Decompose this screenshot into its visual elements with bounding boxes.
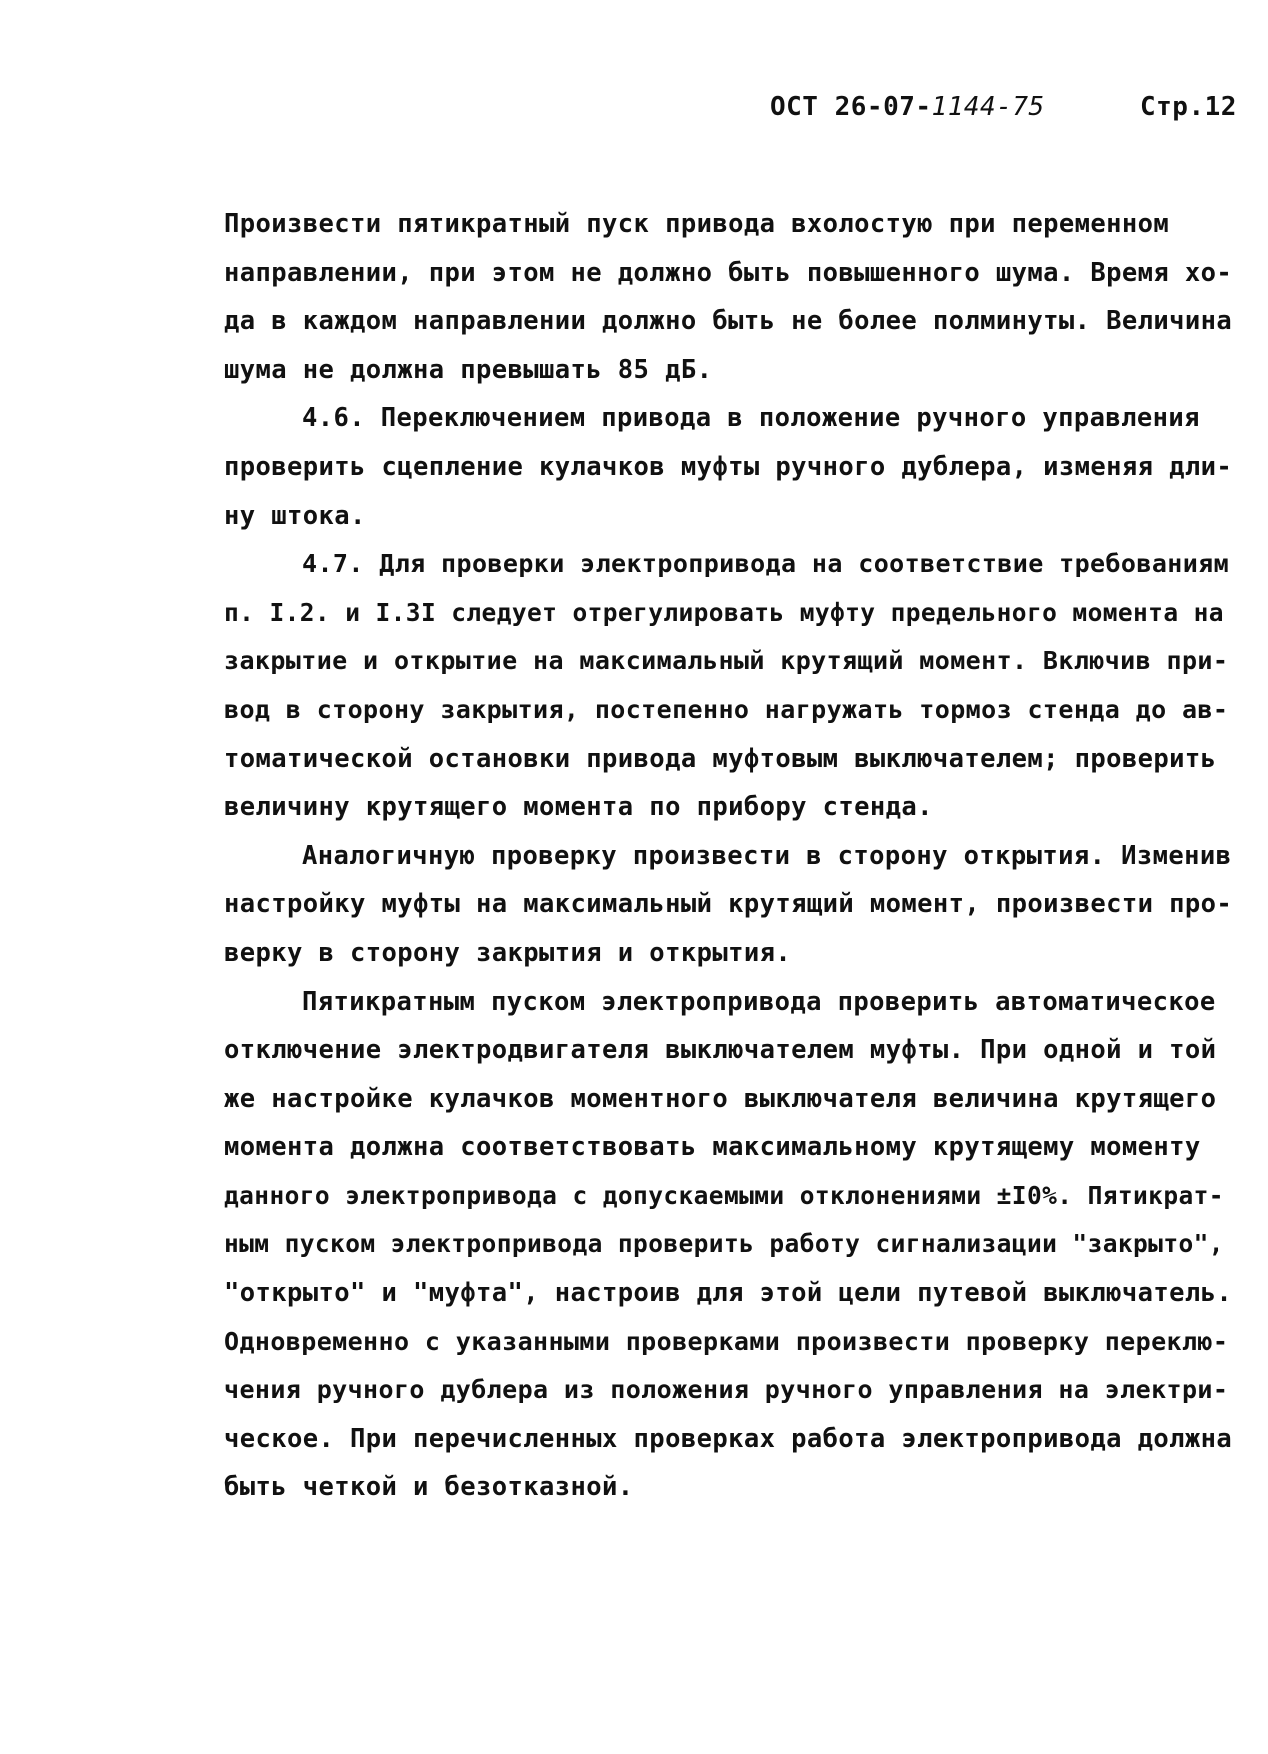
text-line: отключение электродвигателя выключателем муфты. При одной и той	[224, 1035, 1217, 1066]
text-line: направлении, при этом не должно быть повышенного шума. Время хо-	[224, 257, 1233, 288]
text-line: ным пуском электропривода проверить работу сигнализации "закрыто",	[224, 1229, 1224, 1259]
text-line: Произвести пятикратный пуск привода вхолостую при переменном	[224, 209, 1170, 239]
text-line: п. I.2. и I.3I следует отрегулировать муфту предельного момента на	[224, 597, 1224, 627]
text-line: же настройке кулачков моментного выключателя величина крутящего	[224, 1083, 1217, 1114]
text-line: момента должна соответствовать максимальному крутящему моменту	[224, 1132, 1201, 1163]
page-number: Стр.12	[1140, 92, 1237, 122]
text-line: данного электропривода с допускаемыми отклонениями ±I0%. Пятикрат-	[224, 1180, 1224, 1210]
text-line: 4.6. Переключением привода в положение ручного управления	[302, 403, 1200, 434]
doc-number: 1144-75	[931, 92, 1045, 122]
text-line: "открыто" и "муфта", настроив для этой цели путевой выключатель.	[224, 1278, 1233, 1309]
text-line: Пятикратным пуском электропривода проверить автоматическое	[302, 986, 1216, 1017]
text-line: да в каждом направлении должно быть не более полминуты. Величина	[224, 306, 1233, 337]
document-body	[224, 200, 1234, 1512]
text-line: вод в сторону закрытия, постепенно нагружать тормоз стенда до ав-	[224, 694, 1229, 724]
text-line: шума не должна превышать 85 дБ.	[224, 354, 713, 385]
text-line: настройку муфты на максимальный крутящий момент, произвести про-	[224, 889, 1233, 920]
text-line: закрытие и открытие на максимальный крутящий момент. Включив при-	[224, 646, 1229, 676]
text-line: величину крутящего момента по прибору стенда.	[224, 792, 933, 823]
doc-code: ОСТ 26-07-	[770, 92, 932, 122]
text-line: ческое. При перечисленных проверках работа электропривода должна	[224, 1423, 1233, 1454]
text-line: томатической остановки привода муфтовым выключателем; проверить	[224, 743, 1217, 774]
text-line: Одновременно с указанными проверками произвести проверку переклю-	[224, 1326, 1229, 1356]
text-line: проверить сцепление кулачков муфты ручного дублера, изменяя дли-	[224, 451, 1233, 482]
text-line: ну штока.	[224, 500, 366, 531]
text-line: чения ручного дублера из положения ручного управления на электри-	[224, 1375, 1229, 1405]
text-line: Аналогичную проверку произвести в сторону открытия. Изменив	[302, 840, 1232, 871]
text-line: быть четкой и безотказной.	[224, 1472, 634, 1503]
text-line: верку в сторону закрытия и открытия.	[224, 937, 792, 968]
page-header	[770, 92, 1240, 122]
text-line: 4.7. Для проверки электропривода на соответствие требованиям	[302, 549, 1230, 579]
